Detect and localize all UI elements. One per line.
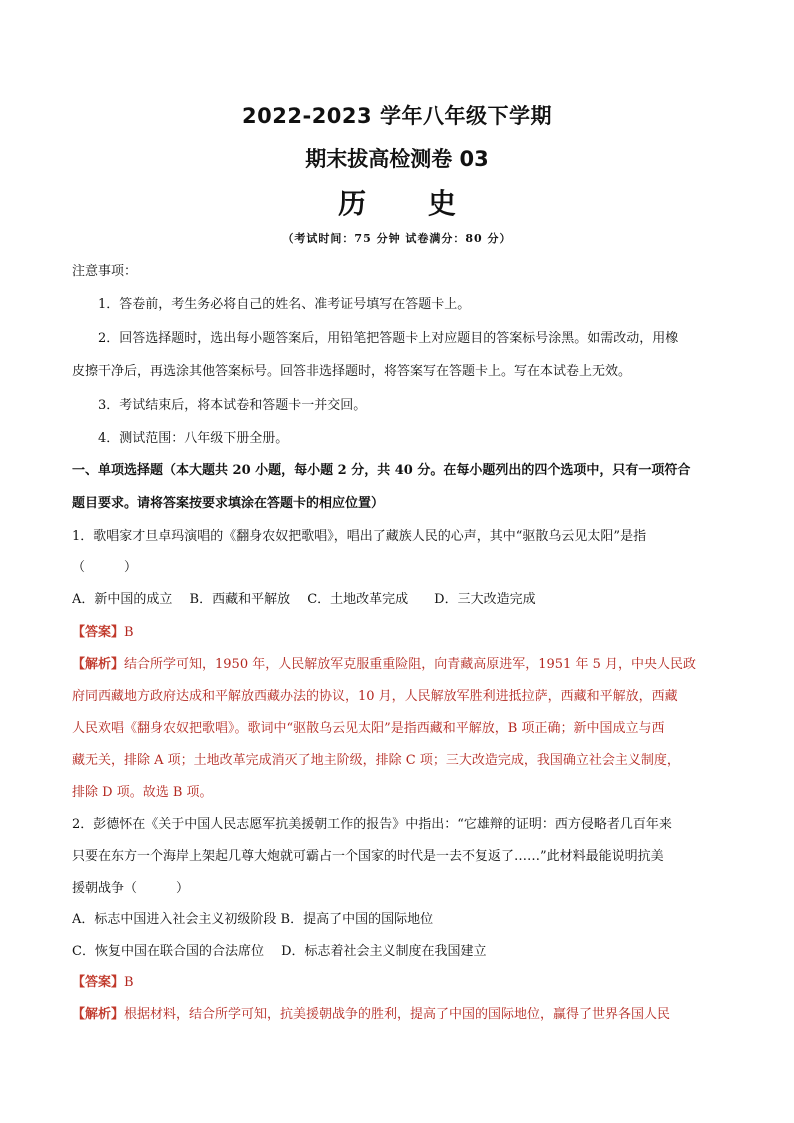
q2-analysis-tag: 【解析】 — [72, 1007, 125, 1022]
q1-options: A．新中国的成立 B．西藏和平解放 C．土地改革完成 D．三大改造完成 — [72, 592, 536, 607]
q1-answer-tag: 【答案】 — [72, 625, 125, 640]
q1-analysis-line4: 藏无关，排除 A 项；土地改革完成消灭了地主阶级，排除 C 项；三大改造完成，我国确立社会主义制度， — [72, 753, 680, 768]
q1-stem-line1: 1．歌唱家才旦卓玛演唱的《翻身农奴把歌唱》，唱出了藏族人民的心声，其中“驱散乌云见太阳”是指 — [72, 529, 647, 544]
q2-stem-line2: 只要在东方一个海岸上架起几尊大炮就可霸占一个国家的时代是一去不复返了……”此材料最能说明抗美 — [72, 849, 664, 864]
exam-title: 2022-2023 学年八年级下学期 — [242, 104, 552, 128]
exam-subtitle: 期末拔高检测卷 03 — [305, 147, 489, 171]
q2-answer-tag: 【答案】 — [72, 975, 125, 990]
note-item-2-line2: 皮擦干净后，再选涂其他答案标号。回答非选择题时，将答案写在答题卡上。写在本试卷上无效。 — [72, 364, 632, 379]
section-heading-line2: 题目要求。请将答案按要求填涂在答题卡的相应位置） — [72, 496, 385, 511]
q2-analysis-text-1: 根据材料，结合所学可知，抗美援朝战争的胜利，提高了中国的国际地位，赢得了世界各国人民 — [124, 1007, 671, 1022]
q2-stem-line3: 援朝战争（ ） — [72, 881, 190, 896]
q1-analysis-line1 — [72, 655, 724, 675]
note-item-4: 4．测试范围：八年级下册全册。 — [98, 431, 289, 446]
q1-analysis-line5: 排除 D 项。故选 B 项。 — [72, 785, 213, 800]
q1-analysis-tag: 【解析】 — [72, 657, 125, 672]
q1-stem-line2: （ ） — [72, 560, 138, 575]
q2-analysis-line1 — [72, 1005, 724, 1025]
q1-analysis-line3: 人民欢唱《翻身农奴把歌唱》。歌词中“驱散乌云见太阳”是指西藏和平解放，B 项正确；新中国成立与西 — [72, 721, 665, 736]
notes-heading: 注意事项： — [72, 264, 138, 279]
exam-info: （考试时间：75 分钟 试卷满分：80 分） — [282, 232, 512, 245]
section-heading-line1: 一、单项选择题（本大题共 20 小题，每小题 2 分，共 40 分。在每小题列出的四个选项中，只有一项符合 — [72, 463, 691, 478]
q2-options-line1: A．标志中国进入社会主义初级阶段 B．提高了中国的国际地位 — [72, 912, 434, 927]
note-item-1: 1．答卷前，考生务必将自己的姓名、准考证号填写在答题卡上。 — [98, 297, 471, 312]
q2-answer-value: B — [124, 975, 134, 990]
q2-answer — [72, 973, 724, 993]
note-item-3: 3．考试结束后，将本试卷和答题卡一并交回。 — [98, 398, 367, 413]
q1-answer — [72, 623, 724, 643]
q1-answer-value: B — [124, 625, 134, 640]
q2-options-line2: C．恢复中国在联合国的合法席位 D．标志着社会主义制度在我国建立 — [72, 944, 487, 959]
note-item-2-line1: 2．回答选择题时，选出每小题答案后，用铅笔把答题卡上对应题目的答案标号涂黑。如需改动，用橡 — [98, 331, 679, 346]
q1-analysis-text-1: 结合所学可知，1950 年，人民解放军克服重重险阻，向青藏高原进军，1951 年 5 月，中央人民政 — [124, 657, 696, 672]
q2-stem-line1: 2．彭德怀在《关于中国人民志愿军抗美援朝工作的报告》中指出：“它雄辩的证明：西方侵略者几百年来 — [72, 817, 672, 832]
subject-title: 历 史 — [338, 187, 482, 220]
q1-analysis-line2: 府同西藏地方政府达成和平解放西藏办法的协议，10 月，人民解放军胜利进抵拉萨，西藏和平解放，西藏 — [72, 689, 678, 704]
